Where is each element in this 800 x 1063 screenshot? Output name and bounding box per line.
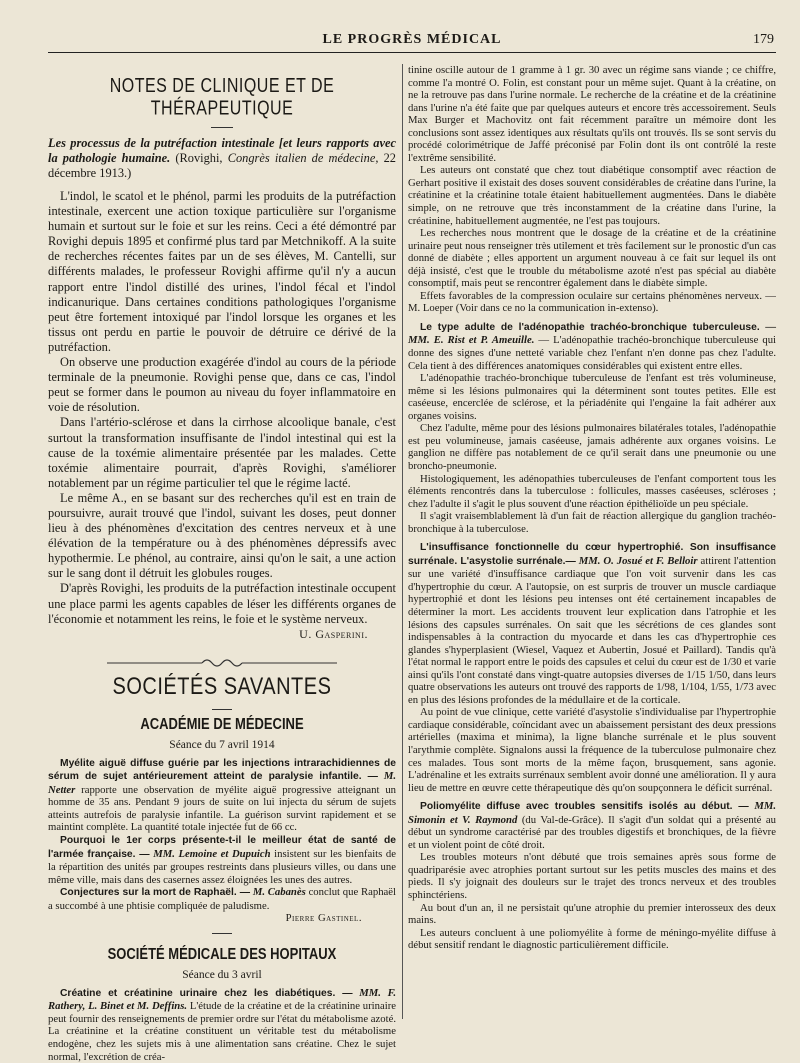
communication [48,987,396,1063]
communication [408,541,776,706]
communication-authors: MM. F. Rathery, L. Binet et M. Deffins. [48,986,396,1013]
left-column [48,64,397,1063]
paragraph: L'adénopathie trachéo-bronchique tuberculeuse de l'enfant est très volumineuse, même si les lésions pulmonaires qui la déterminent sont toutes petites. Elle est caséeuse, encerclée de sclérose, et la périadénite qui l'engaine la fait adhérer aux organes voisins. [408,372,776,422]
paragraph: Il s'agit vraisemblablement là d'un fait de réaction allergique du ganglion trachéo-bronchique à la tuberculose. [408,510,776,535]
communication-authors: — MM. E. Rist et P. Ameuille. [408,320,777,347]
communication [408,800,776,851]
communication-title: Conjectures sur la mort de Raphaël. — [60,887,251,899]
communication-text: insistent sur les bienfaits de la répartition des unités par groupes restreints dans plusieurs villes, ou dans une même ville, mais dans des casernes assez éloignées les unes des autres. [48,847,396,886]
paragraph: Histologiquement, les adénopathies tuberculeuses de l'enfant comportent tous les éléments rencontrés dans la tuberculose : follicules, masses caséeuses, scléroses ; chez l'adulte il s'agit le plus souvent d'une réaction épithélioïde un peu spéciale. [408,472,776,510]
communication-text: attirent l'attention sur une variété d'insuffisance cardiaque que l'on voit survenir dans les cas d'hypertrophie du cœur. A l'autopsie, on est surpris de trouver un muscle cardiaque hypertrophié et dont les lésions peu intenses ont été certainement incapables de déterminer la mort. Les accidents trouvent leur explication dans l'atrophie et les lésions des capsules surrénales. On sait que les sécrétions de ces glandes sont indispensables à la contraction du myocarde et dans les cas d'hypertrophie ces glandes s'hyperplasient (Wiesel, Vaquez et Aubertin, Josué et Paillard). Tandis qu'à l'état normal le rapport entre le poids des capsules et celui du cœur est de 1/30 et varie ainsi qu'ils l'ont constaté dans vingt-quatre autopsies diverses de 1/15 1/50, dans leurs quatre observations les auteurs ont trouvé des rapports de 1/98, 1/104, 1/55, 1/73 avec en plus des lésions profondes de la médullaire et de la corticale. [408,554,777,706]
paragraph: Les recherches nous montrent que le dosage de la créatine et de la créatinine urinaire peut nous renseigner très utilement et très facilement sur le pronostic d'un cas donné de diabète ; elles apportent un argument nouveau à ce fait sur lequel ils ont déjà insisté, c'est que le trouble du métabolisme azoté n'est pas spécial au diabète consomptif, mais peut se rencontrer également dans le diabète simple. [408,227,776,290]
paragraph: L'indol, le scatol et le phénol, parmi les produits de la putréfaction intestinale, exercent une action toxique particulière sur l'organisme humain et surtout sur le foie et sur les reins. Ceci a été démontré par Rovighi depuis 1895 et confirmé plus tard par Metchnikoff. A la suite de recherches récentes faites par un de ses élèves, M. Cantelli, sur différents malades, le professeur Rovighi affirme qu'il n'y a aucun rapport entre l'indol distillé des urines, l'indol fécal et l'indol indicanurique. Dans certaines conditions pathologiques l'organisme peut être fortement intoxiqué par l'indol lorsque les organes et les tissus ont perdu en partie le pouvoir de détruire ce dérivé de la putréfaction. [48,189,396,354]
page-header [48,30,776,53]
communication-text: (du Val-de-Grâce). Il s'agit d'un soldat qui a présenté au début un syndrome caractérisé par des troubles digestifs et bronchiques, de la fièvre et un violent point de côté droit. [408,813,776,851]
communication-title: Créatine et créatinine urinaire chez les diabétiques. — [60,987,353,999]
paragraph: On observe une production exagérée d'indol au cours de la période terminale de la pneumonie. Rovighi pense que, dans ce cas, l'indol peut se former dans le poumon au niveau du foyer inflammatoire en voie de résolution. [48,355,396,415]
paragraph: Dans l'artério-sclérose et dans la cirrhose alcoolique banale, c'est surtout la transformation insuffisante de l'indol intestinal qui est la cause de la toxémie alimentaire présentée par les malades. Cette toxémie alimentaire pourrait, d'après Rovighi, s'améliorer notablement par un régime particulier tel que le régime lacté. [48,415,396,490]
hopitaux-title: SOCIÉTÉ MÉDICALE DES HOPITAUX [107,944,337,963]
divider [212,709,232,710]
right-column [408,64,776,1023]
communication-title: Pourquoi le 1er corps présente-t-il le meilleur état de santé de l'armée française. — [48,835,396,860]
notes-title: NOTES DE CLINIQUE ET DE THÉRAPEUTIQUE [109,75,335,120]
paragraph: Effets favorables de la compression oculaire sur certains phénomènes nerveux. — M. Loeper (Voir dans ce no la communication in-extenso). [408,289,776,315]
communication-authors: M. Cabanès [252,886,306,899]
communication-title: Myélite aiguë diffuse guérie par les injections intrarachidiennes de sérum de sujet antérieurement atteint de paralysie infantile. — [48,757,396,783]
societes-title: SOCIÉTÉS SAVANTES [112,673,332,700]
seance-date: Séance du 7 avril 1914 [169,738,275,751]
communication-title: Poliomyélite diffuse avec troubles sensitifs isolés au début. — [420,801,749,813]
communication [48,886,396,912]
paragraph: Les auteurs concluent à une poliomyélite à forme de méningo-myélite diffuse à début sensitif rendant le diagnostic particulièrement difficile. [408,926,776,952]
divider [212,933,232,934]
seance-date: Séance du 3 avril [182,968,262,981]
signature: U. Gasperini. [299,626,368,641]
signature: Pierre Gastinel. [285,912,362,925]
paragraph: Le même A., en se basant sur des recherches qu'il est en train de poursuivre, aurait trouvé que l'indol, suivant les doses, peut donner lieu à des phénomènes d'excitation des centres nerveux et à une élévation de la température ou à des phénomènes dépressifs avec hypothermie. Le phénol, au contraire, ainsi qu'on le sait, a une action sur le sang dont il détruit les globules rouges. [48,490,396,581]
article-date: 22 décembre 1913.) [48,151,396,180]
ornament-divider [48,656,396,670]
communication-authors: MM. Lemoine et Dupuich [153,847,271,860]
paragraph: Chez l'adulte, même pour des lésions pulmonaires bilatérales totales, l'adénopathie est peu volumineuse, jamais caséeuse, jamais adhérente aux organes voisins. Le ganglion ne diffère pas notablement de ce qu'il serait dans une pneumonie ou une broncho-pneumonie. [408,422,776,472]
communication-title: L'insuffisance fonctionnelle du cœur hypertrophié. Son insuffisance surrénale. L'asystolie surrénale.— [408,542,776,567]
communication-title: Le type adulte de l'adénopathie trachéo-bronchique tuberculeuse. [420,321,760,333]
paragraph: Au bout d'un an, il ne persistait qu'une atrophie du premier interosseux des deux mains. [408,901,776,927]
article-lead [48,136,396,181]
paragraph: Les auteurs ont constaté que chez tout diabétique consomptif avec réaction de Gerhart positive il existait des doses souvent considérables de créatine dans l'urine, la créatinine et la créatinine totale étaient habituellement augmentées. Dans le diabète simple, on ne retrouve que très inconstamment de la créatine dans l'urine, la créatinine, habituellement augmentée, ne l'est pas toujours. [408,164,776,227]
communication-text: L'étude de la créatine et de la créatinine urinaire peut fournir des renseignements de premier ordre sur l'état du métabolisme azoté. La créatinine et la créatine constituent un véritable test du métabolisme endogène, chez les sujets mis à une alimentation sans créatine. Chez le sujet normal, l'excrétion de créa- [48,1000,397,1063]
communication-authors: MM. O. Josué et F. Belloir [578,554,698,567]
communication [408,321,776,372]
paragraph: Au point de vue clinique, cette variété d'asystolie s'individualise par l'hypertrophie cardiaque considérable, coïncidant avec un abaissement persistant des deux pressions artérielles (maxima et minima), la ligne blanche surrénale et le plus souvent l'arythmie complète. Signalons aussi la fréquence de la tuberculose pulmonaire chez ces malades. Tous sont morts de la même façon, brusquement, sans agonie. L'adrénaline et les extraits surrénaux semblent avoir donné une amélioration. Il y aura lieu de mettre en œuvre cette thérapeutique dès qu'on soupçonnera le déficit surrénal. [408,706,776,794]
article-author: (Rovighi, [175,151,223,165]
paragraph: tinine oscille autour de 1 gramme à 1 gr. 30 avec un régime sans viande ; ce chiffre, comme l'a montré O. Folin, est constant pour un même sujet. Quant à la créatine, on ne la retrouve pas dans l'urine normale. Le recherche de la créatine et de la créatinine dans l'urine n'a été faite que par quelques auteurs et encore très accessoirement. Seuls Max Burger et Machovitz ont fait récemment paraître un mémoire dont les conclusions sont assez identiques aux résultats qu'ils ont trouvés. Ils se sont servis du procédé colorimétrique de Jaffé préconisé par Folin dont ils ont contrôlé la reste l'extrême sensibilité. [408,64,776,164]
communication-authors: MM. Simonin et V. Raymond [408,800,776,826]
communication [48,757,396,834]
paragraph: D'après Rovighi, les produits de la putréfaction intestinale occupent une place parmi les agents capables de léser les différents organes de l'économie et notamment les reins, le foie et le système nerveux. [48,581,396,626]
page-number: 179 [753,32,774,47]
communication-text: rapporte une observation de myélite aiguë progressive atteignant un homme de 35 ans. Pendant 9 jours de suite on lui injecta du sérum de sujets atteints autrefois de paralysie infantile. La guérison survint rapidement et se maintint complète. La quantité totale injectée fut de 66 cc. [48,783,397,834]
communication-text: — L'adénopathie trachéo-bronchique tuberculeuse qui donne des signes d'une netteté variable chez l'enfant n'en donne pas chez l'adulte. Cela tient à des différences anatomiques considérables qui existent entre elles. [408,334,777,372]
communication-authors: M. Netter [48,770,397,796]
communication [48,834,396,886]
communication-text: conclut que Raphaël a succombé à une phtisie compliquée de paludisme. [48,886,397,912]
article-title: Les processus de la putréfaction intestinale [et leurs rapports avec la pathologie humaine. [48,136,396,165]
paragraph: Les troubles moteurs n'ont débuté que trois semaines après sous forme de quadriparésie avec atrophies portant surtout sur les petits muscles des mains et des pieds. Il s'y joignait des douleurs sur le trajet des troncs nerveux et des troubles sphinctériens. [408,851,776,901]
journal-title: LE PROGRÈS MÉDICAL [322,32,502,47]
article-source: Congrès italien de médecine, [227,151,379,165]
academie-title: ACADÉMIE DE MÉDECINE [140,714,304,733]
divider [211,127,233,128]
